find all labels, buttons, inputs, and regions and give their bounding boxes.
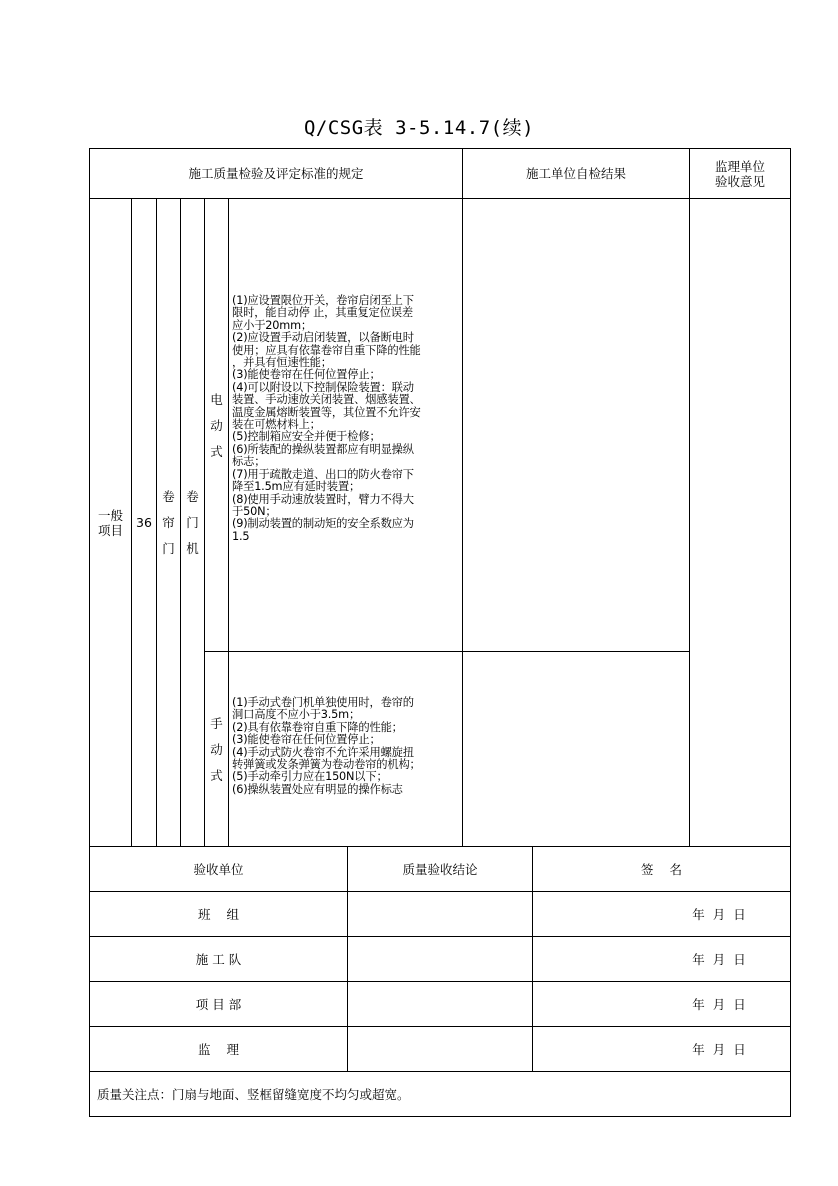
item-category: 一般 项目	[97, 507, 123, 538]
supervisor-header: 监理单位 验收意见	[714, 158, 765, 189]
electric-type-label: 电 动 式	[210, 391, 223, 459]
acceptance-sign-header: 签 名	[641, 861, 682, 877]
acceptance-row-date: 年 月 日	[692, 996, 746, 1012]
quality-focus-note: 质量关注点：门扇与地面、竖框留缝宽度不均匀或超宽。	[97, 1086, 410, 1102]
acceptance-row-unit: 监 理	[198, 1041, 239, 1057]
acceptance-row-date: 年 月 日	[692, 1041, 746, 1057]
item-number: 36	[136, 515, 152, 530]
electric-rules: (1)应设置限位开关，卷帘启闭至上下 限时，能自动停 止，其重复定位误差 应小于20mm； (2)应设置手动启闭装置，以备断电时 使用；应具有依靠卷帘自重下降的性能 ，并具有恒速性能； (3)能使卷帘在任何位置停止； (4)可以附设以下控制保险装置：联动 装置、手动速放关闭装置、烟感装置、 温度金属熔断装置等，其位置不允许安 装在可燃材料上； (5)控制箱应安全并便于检修； (6)所装配的操纵装置都应有明显操纵 标志； (7)用于疏散走道、出口的防火卷帘下 降至1.5m应有延时装置； (8)使用手动速放装置时，臂力不得大 于50N； (9)制动装置的制动矩的安全系数应为 1.5	[232, 294, 421, 543]
item-name: 卷 帘 门	[162, 489, 175, 556]
item-device: 卷 门 机	[186, 489, 199, 556]
manual-type-label: 手 动 式	[210, 715, 223, 783]
acceptance-row-unit: 班 组	[198, 906, 239, 922]
acceptance-row-date: 年 月 日	[692, 906, 746, 922]
acceptance-conclusion-header: 质量验收结论	[402, 861, 478, 877]
acceptance-unit-header: 验收单位	[193, 861, 244, 877]
self-check-header: 施工单位自检结果	[525, 166, 626, 181]
standard-header: 施工质量检验及评定标准的规定	[188, 166, 364, 181]
form-title: Q/CSG表 3-5.14.7(续)	[303, 117, 535, 139]
acceptance-row-date: 年 月 日	[692, 951, 746, 967]
acceptance-row-unit: 项 目 部	[195, 996, 242, 1012]
manual-rules: (1)手动式卷门机单独使用时，卷帘的 洞口高度不应小于3.5m； (2)具有依靠卷帘自重下降的性能； (3)能使卷帘在任何位置停止； (4)手动式防火卷帘不允许采用螺旋扭 转弹簧或发条弹簧为卷动卷帘的机构； (5)手动牵引力应在150N以下； (6)操纵装置处应有明显的操作标志	[232, 696, 421, 796]
acceptance-row-unit: 施 工 队	[195, 951, 242, 967]
